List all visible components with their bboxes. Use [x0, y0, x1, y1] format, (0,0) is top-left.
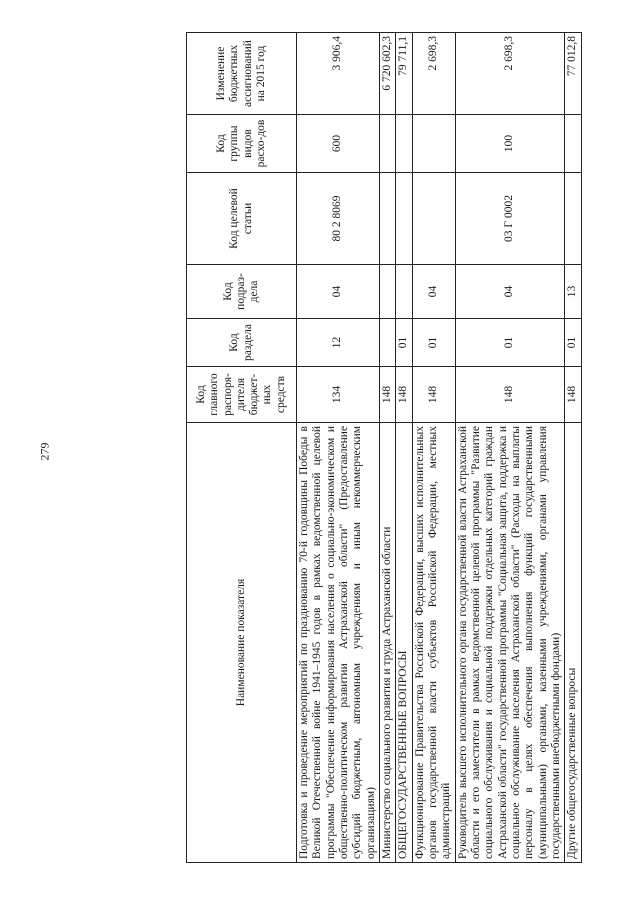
- row-admin: 148: [379, 367, 395, 423]
- row-name: Другие общегосударственные вопросы: [565, 423, 581, 863]
- page-number: 279: [37, 442, 52, 461]
- row-admin: 134: [297, 367, 380, 423]
- table-row: [565, 33, 581, 863]
- row-name: ОБЩЕГОСУДАРСТВЕННЫЕ ВОПРОСЫ: [396, 423, 412, 863]
- row-admin: 148: [396, 367, 412, 423]
- header-target: Код целевой статьи: [187, 173, 297, 265]
- table-row: [412, 33, 455, 863]
- row-target: [379, 173, 395, 265]
- row-subsection: 04: [455, 265, 565, 319]
- rotated-table-container: [186, 33, 579, 863]
- row-section: 12: [297, 319, 380, 367]
- row-target: [412, 173, 455, 265]
- row-subsection: 13: [565, 265, 581, 319]
- header-main-admin: Код главного распоря-дителя бюджет-ных средств: [187, 367, 297, 423]
- row-section: 01: [412, 319, 455, 367]
- header-name: Наименование показателя: [187, 423, 297, 863]
- header-section: Код раздела: [187, 319, 297, 367]
- row-section: 01: [455, 319, 565, 367]
- row-name: Функционирование Правительства Российской Федерации, высших исполнительных органов государственной власти субъектов Российской Федерации, местных администраций: [412, 423, 455, 863]
- row-name: Руководитель высшего исполнительного органа государственной власти Астраханской области и его заместители в рамках ведомственной целевой программы "Развитие социального обслуживания и социальной поддержки отдельных категорий граждан Астраханской области" государственной программы "Социальная защита, поддержка и социальное обслуживание населения Астраханской области" (Расходы на выплаты персоналу в целях обеспечения выполнения функций государственными (муниципальными) органами, казенными учреждениями, органами управления государственными внебюджетными фондами): [455, 423, 565, 863]
- row-type: [412, 115, 455, 173]
- row-subsection: 04: [412, 265, 455, 319]
- table-row: [396, 33, 412, 863]
- row-target: [565, 173, 581, 265]
- row-type: [379, 115, 395, 173]
- row-name: Министерство социального развития и труда Астраханской области: [379, 423, 395, 863]
- table-row: [379, 33, 395, 863]
- row-target: [396, 173, 412, 265]
- header-change: Изменение бюджетных ассигнований на 2015 год: [187, 33, 297, 115]
- row-amount: 2 698,3: [412, 33, 455, 115]
- row-subsection: [396, 265, 412, 319]
- row-section: 01: [565, 319, 581, 367]
- row-admin: 148: [565, 367, 581, 423]
- header-subsection: Код подраз-дела: [187, 265, 297, 319]
- table-row: [455, 33, 565, 863]
- row-amount: 3 906,4: [297, 33, 380, 115]
- row-type: [565, 115, 581, 173]
- row-amount: 79 711,1: [396, 33, 412, 115]
- row-name: Подготовка и проведение мероприятий по празднованию 70-й годовщины Победы в Великой Отечественной войне 1941–1945 годов в рамках ведомственной целевой программы "Обеспечение информирования населения о социально-экономическом и общественно-политическом развитии Астраханской области" (Предоставление субсидий бюджетным, автономным учреждениям и иным некоммерческим организациям): [297, 423, 380, 863]
- row-type: 600: [297, 115, 380, 173]
- header-expense-type: Код группы видов расхо-дов: [187, 115, 297, 173]
- row-target: 03 Г 0002: [455, 173, 565, 265]
- row-subsection: 04: [297, 265, 380, 319]
- budget-table: [186, 32, 582, 863]
- row-subsection: [379, 265, 395, 319]
- row-target: 80 2 8069: [297, 173, 380, 265]
- header-row: [187, 33, 297, 863]
- row-amount: 77 012,8: [565, 33, 581, 115]
- table-row: [297, 33, 380, 863]
- row-type: [396, 115, 412, 173]
- row-amount: 6 720 602,3: [379, 33, 395, 115]
- row-admin: 148: [412, 367, 455, 423]
- row-admin: 148: [455, 367, 565, 423]
- row-section: 01: [396, 319, 412, 367]
- row-section: [379, 319, 395, 367]
- row-amount: 2 698,3: [455, 33, 565, 115]
- row-type: 100: [455, 115, 565, 173]
